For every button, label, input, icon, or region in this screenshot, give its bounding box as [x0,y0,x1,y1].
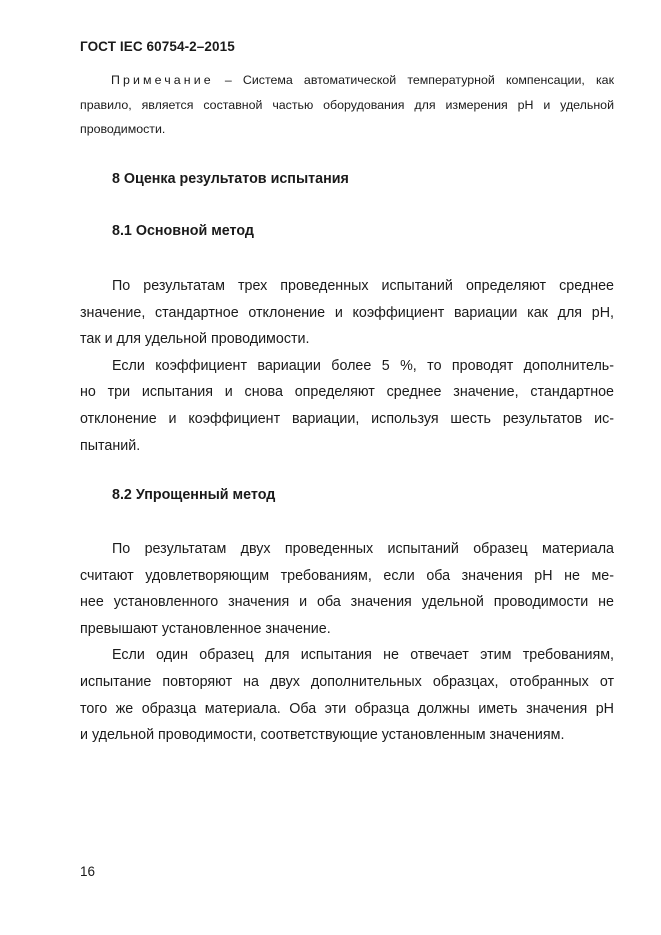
paragraph-line: пытаний. [80,437,141,454]
note-line: правило, является составной частью оборудования для измерения pH и удельной [80,97,614,112]
paragraph-line: того же образца материала. Оба эти образца должны иметь значения pH [80,700,614,717]
document-code-header: ГОСТ IEC 60754-2–2015 [80,39,235,54]
note-text: – Система автоматической температурной компенсации, как [213,73,614,87]
section-8-2-body [80,536,614,749]
paragraph-line: Если один образец для испытания не отвечает этим требованиям, [112,647,614,664]
paragraph-line: По результатам двух проведенных испытаний образец материала [112,541,614,557]
note-line: проводимости. [80,122,166,136]
section-8-2-heading: 8.2 Упрощенный метод [112,487,276,503]
paragraph-line: так и для удельной проводимости. [80,331,310,348]
section-8-heading: 8 Оценка результатов испытания [112,171,349,187]
paragraph-line: Если коэффициент вариации более 5 %, то проводят дополнитель- [112,357,614,374]
paragraph-line: нее установленного значения и оба значения удельной проводимости не [80,594,614,611]
paragraph-line: значение, стандартное отклонение и коэффициент вариации как для pH, [80,304,614,321]
paragraph-line: считают удовлетворяющим требованиям, если оба значения pH не ме- [80,567,614,584]
section-8-1-body [80,273,614,459]
page-number: 16 [80,864,96,879]
paragraph-line: но три испытания и снова определяют среднее значение, стандартное [80,384,614,401]
paragraph-line: отклонение и коэффициент вариации, используя шесть результатов ис- [80,410,614,427]
section-8-1-heading: 8.1 Основной метод [112,223,254,239]
note-block [80,68,614,142]
note-label: Примечание [111,73,214,87]
paragraph-line: По результатам трех проведенных испытаний определяют среднее [112,278,614,294]
paragraph-line: превышают установленное значение. [80,620,331,637]
note-line [80,68,614,93]
paragraph-line: и удельной проводимости, соответствующие установленным значениям. [80,727,565,744]
paragraph-line: испытание повторяют на двух дополнительных образцах, отобранных от [80,673,614,690]
